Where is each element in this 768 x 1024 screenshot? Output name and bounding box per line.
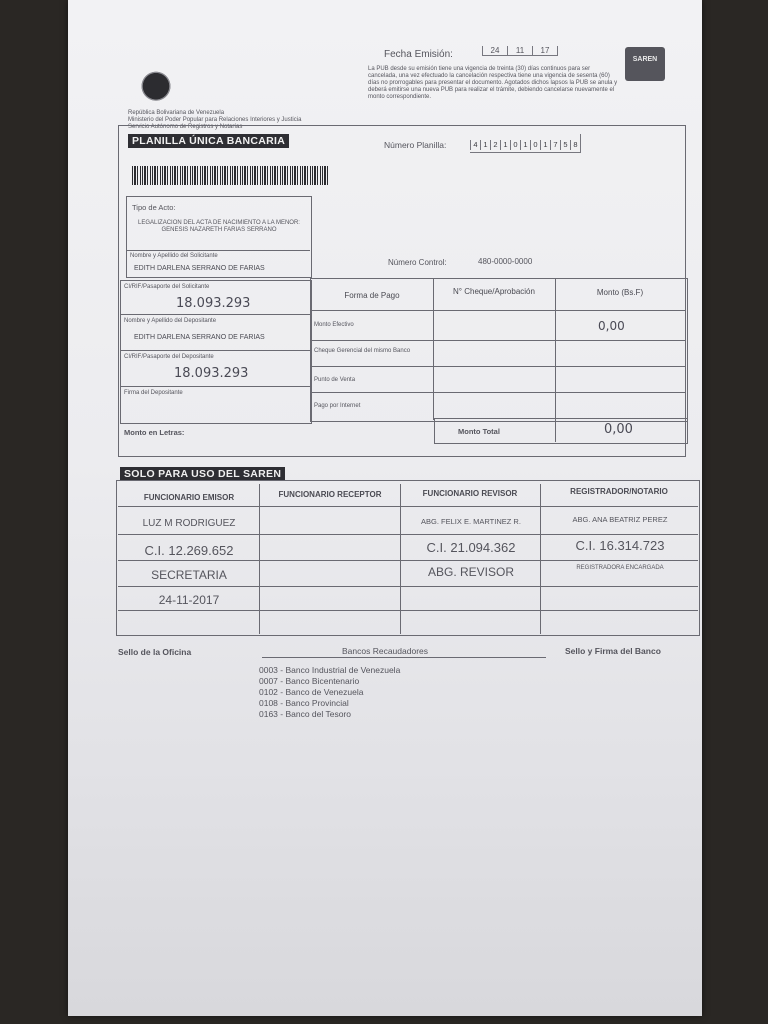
depositante-label: Nombre y Apellido del Depositante: [124, 318, 217, 324]
numero-control-value: 480-0000-0000: [478, 257, 533, 266]
revisor-cargo: ABG. REVISOR: [427, 565, 515, 579]
solicitante-value: EDITH DARLENA SERRANO DE FARIAS: [134, 265, 265, 272]
numero-control-label: Número Control:: [388, 258, 447, 267]
bank-item: 0108 - Banco Provincial: [259, 698, 349, 708]
planilla-digit: 8: [570, 140, 580, 150]
planilla-digit: 5: [560, 140, 570, 150]
monto-total-value: 0,00: [604, 422, 633, 437]
header-funcionario-emisor: FUNCIONARIO EMISOR: [143, 493, 235, 502]
solicitante-label: Nombre y Apellido del Solicitante: [130, 253, 218, 259]
registrador-nombre: ABG. ANA BEATRIZ PEREZ: [572, 515, 668, 524]
emisor-cargo: SECRETARIA: [151, 568, 227, 582]
bancos-recaudadores-title: Bancos Recaudadores: [342, 646, 429, 656]
vigencia-notice: La PUB desde su emisión tiene una vigencia de treinta (30) días continuos para ser cancelada, una vez efectuado la cancelación respectiva tiene una vigencia de sesenta (60) días no prorrogables para presentar el documento. Agotados dichos lapsos la PUB se anula y deberá emitirse una nueva PUB para realizar el trámite, debiendo cancelarse nuevamente el monto correspondiente.: [368, 66, 618, 100]
col-forma-pago: Forma de Pago: [344, 291, 400, 300]
government-seal-icon: [130, 70, 182, 106]
fecha-month: 11: [507, 46, 532, 55]
row-pago-internet: Pago por Internet: [314, 403, 361, 409]
planilla-digit: 4: [470, 140, 480, 150]
planilla-digit: 2: [490, 140, 500, 150]
planilla-digit: 0: [510, 140, 520, 150]
numero-planilla-label: Número Planilla:: [384, 140, 447, 150]
planilla-digit: 1: [540, 140, 550, 150]
bank-item: 0007 - Banco Bicentenario: [259, 676, 360, 686]
monto-total-label: Monto Total: [458, 427, 500, 436]
saren-table: [116, 480, 700, 636]
planilla-digit: 1: [480, 140, 490, 150]
emisor-cedula: C.I. 12.269.652: [144, 543, 234, 558]
cedula-solicitante-label: CI/RIF/Pasaporte del Solicitante: [124, 284, 210, 290]
depositante-value: EDITH DARLENA SERRANO DE FARIAS: [134, 334, 265, 341]
tipo-acto-label: Tipo de Acto:: [132, 203, 176, 212]
cedula-depositante-value: 18.093.293: [174, 366, 249, 381]
planilla-digit: 1: [520, 140, 530, 150]
row-monto-efectivo: Monto Efectivo: [314, 322, 354, 328]
sello-banco-label: Sello y Firma del Banco: [565, 646, 661, 656]
planilla-digit: 0: [530, 140, 540, 150]
barcode-icon: [132, 166, 330, 185]
org-line: Servicio Autónomo de Registros y Notarías: [128, 124, 243, 130]
sello-oficina-label: Sello de la Oficina: [118, 647, 192, 657]
cedula-solicitante-value: 18.093.293: [176, 296, 251, 311]
registrador-cargo: REGISTRADORA ENCARGADA: [576, 565, 664, 571]
fecha-year: 17: [532, 46, 558, 55]
fecha-emision-label: Fecha Emisión:: [384, 49, 453, 60]
emisor-nombre: LUZ M RODRIGUEZ: [142, 518, 236, 529]
bank-item: 0003 - Banco Industrial de Venezuela: [259, 665, 401, 675]
org-line: Ministerio del Poder Popular para Relaciones Interiores y Justicia: [128, 117, 302, 123]
firma-depositante-label: Firma del Depositante: [124, 390, 183, 396]
saren-section-title: SOLO PARA USO DEL SAREN: [120, 467, 285, 481]
revisor-nombre: ABG. FELIX E. MARTINEZ R.: [421, 517, 521, 526]
form-title: PLANILLA ÚNICA BANCARIA: [128, 134, 289, 148]
org-line: República Bolivariana de Venezuela: [128, 110, 225, 116]
row-punto-venta: Punto de Venta: [314, 377, 356, 383]
tipo-acto-value: LEGALIZACION DEL ACTA DE NACIMIENTO A LA MENOR: GENESIS NAZARETH FARIAS SERRANO: [138, 220, 300, 233]
saren-logo-icon: SAREN: [625, 47, 665, 81]
header-funcionario-receptor: FUNCIONARIO RECEPTOR: [278, 490, 382, 499]
header-funcionario-revisor: FUNCIONARIO REVISOR: [422, 489, 518, 498]
emisor-fecha: 24-11-2017: [158, 593, 220, 607]
fecha-emision-value: [482, 46, 558, 56]
cedula-depositante-label: CI/RIF/Pasaporte del Depositante: [124, 354, 214, 360]
registrador-cedula: C.I. 16.314.723: [575, 538, 665, 553]
row-cheque-gerencial: Cheque Gerencial del mismo Banco: [314, 348, 411, 354]
col-cheque: N° Cheque/Aprobación: [453, 287, 535, 296]
bank-item: 0163 - Banco del Tesoro: [259, 709, 351, 719]
bank-list: [259, 665, 400, 720]
revisor-cedula: C.I. 21.094.362: [426, 540, 516, 555]
bank-item: 0102 - Banco de Venezuela: [259, 687, 364, 697]
planilla-digit: 1: [500, 140, 510, 150]
monto-letras-label: Monto en Letras:: [124, 428, 185, 437]
header-registrador: REGISTRADOR/NOTARIO: [570, 487, 668, 496]
fecha-day: 24: [482, 46, 507, 55]
planilla-digit: 7: [550, 140, 560, 150]
monto-efectivo-value: 0,00: [598, 319, 625, 333]
col-monto: Monto (Bs.F): [596, 288, 644, 297]
